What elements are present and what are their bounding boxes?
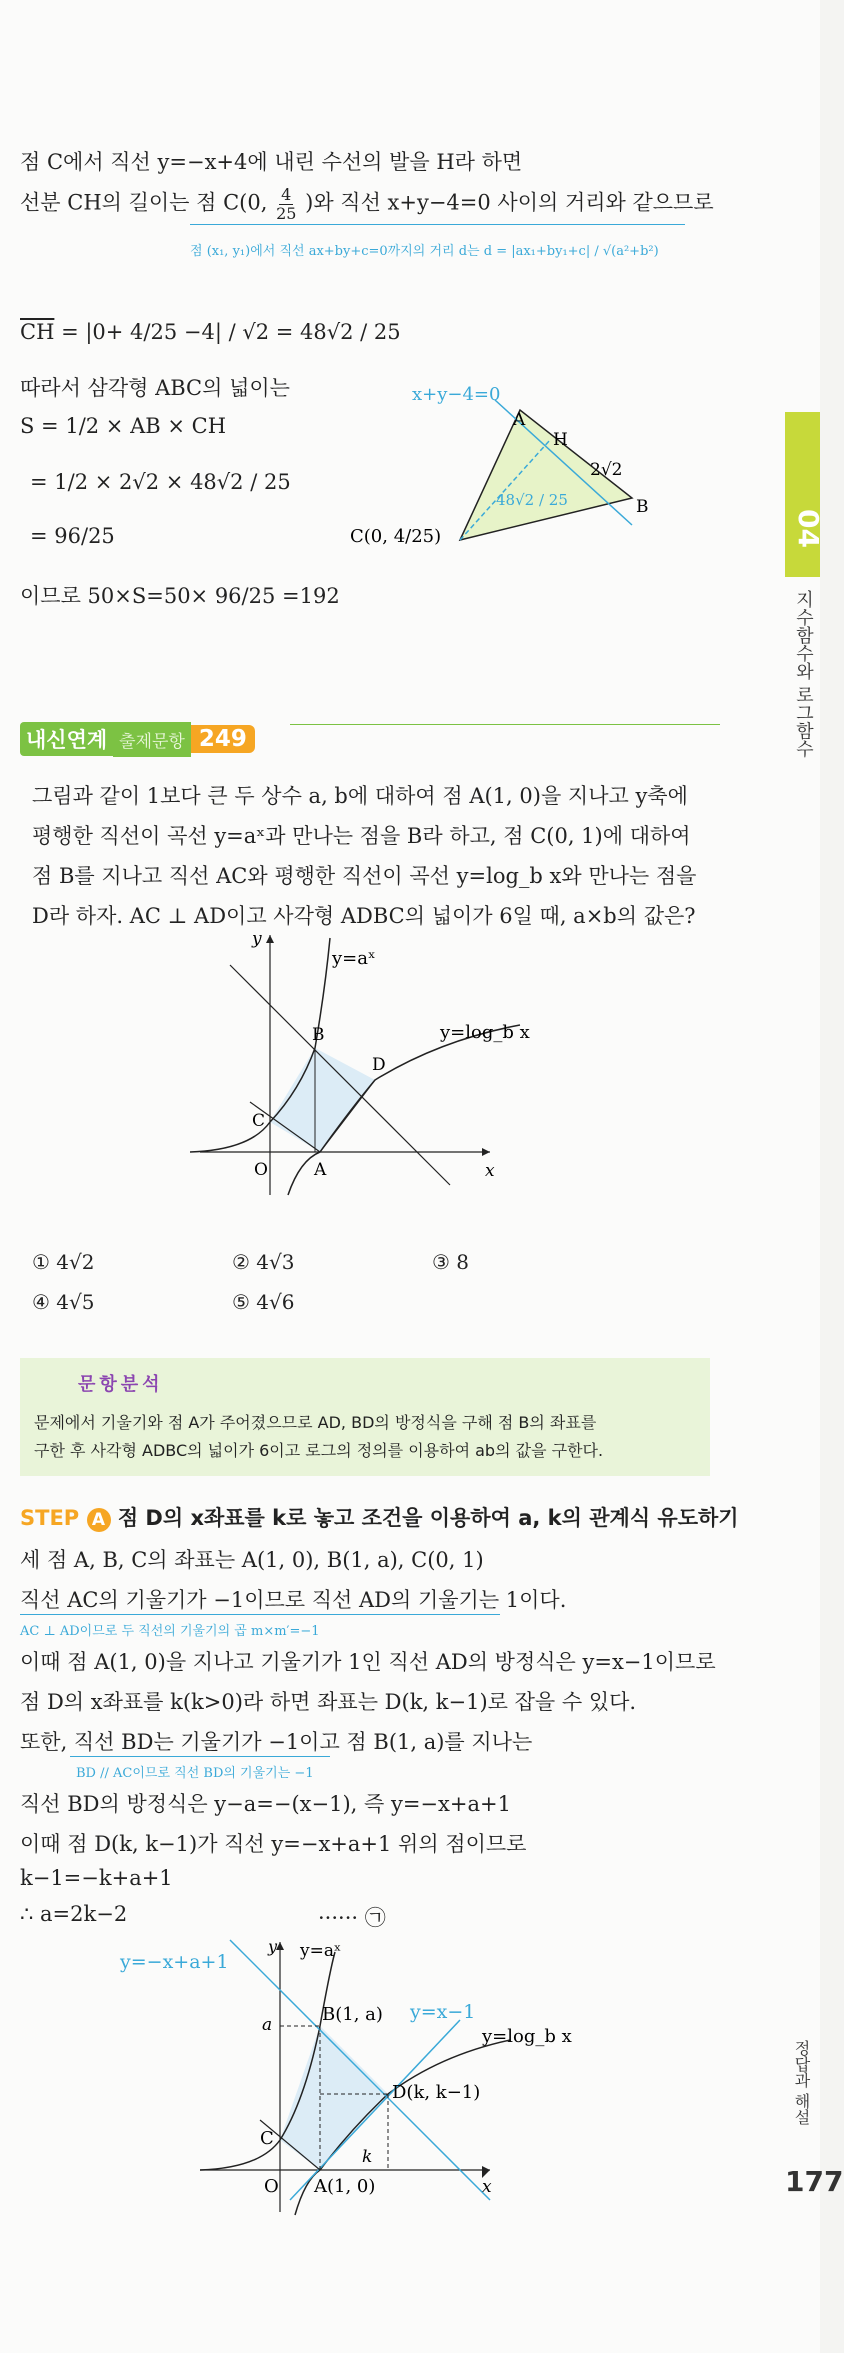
chapter-tab (785, 412, 825, 577)
area-s1: S = 1/2 × AB × CH (20, 414, 227, 438)
exp-label: y=aˣ (332, 948, 376, 969)
line-minus-x (230, 1940, 490, 2200)
area-s3: = 96/25 (30, 524, 115, 548)
problem-line-4: D라 하자. AC ⊥ AD이고 사각형 ADBC의 넓이가 6일 때, a×b의 값은? (32, 904, 696, 928)
step-title: 점 D의 x좌표를 k로 놓고 조건을 이용하여 a, k의 관계식 유도하기 (117, 1506, 739, 1530)
analysis-title: 문항분석 (78, 1374, 164, 1395)
b-point: B(1, a) (322, 2004, 383, 2025)
sol-line-2b: )와 직선 x+y−4=0 사이의 거리와 같으므로 (305, 190, 714, 215)
sol2-line-3: 이때 점 A(1, 0)을 지나고 기울기가 1인 직선 AD의 방정식은 y=x−1이므로 (20, 1650, 716, 1674)
problem-line-2: 평행한 직선이 곡선 y=aˣ과 만나는 점을 B라 하고, 점 C(0, 1)에 대하여 (32, 824, 691, 848)
sol2-line-2: 직선 AC의 기울기가 −1이므로 직선 AD의 기울기는 1이다. (20, 1588, 567, 1612)
analysis-line-1: 문제에서 기울기와 점 A가 주어졌으므로 AD, BD의 방정식을 구해 점 B의 좌표를 (34, 1413, 597, 1432)
sol-line-2 (20, 186, 714, 222)
exp-label-3: y=aˣ (300, 1941, 342, 1961)
chapter-title: 지수함수와 로그함수 (793, 590, 814, 758)
step-label: STEP (20, 1506, 80, 1530)
choice-2[interactable]: ② 4√3 (232, 1250, 295, 1274)
d-point: D(k, k−1) (392, 2082, 481, 2103)
log-label-3: y=log_b x (482, 2026, 572, 2047)
point-a: A (513, 410, 526, 430)
problem-line-3: 점 B를 지나고 직선 AC와 평행한 직선이 곡선 y=log_b x와 만나는 점을 (32, 864, 697, 888)
sol2-line-4: 점 D의 x좌표를 k(k>0)라 하면 좌표는 D(k, k−1)로 잡을 수 있다. (20, 1690, 637, 1714)
marker: ······ ㉠ (318, 1906, 386, 1930)
triangle-figure (350, 380, 680, 560)
c-point: C (260, 2128, 274, 2149)
chapter-number: 04 (791, 509, 825, 548)
sol2-line-5: 또한, 직선 BD는 기울기가 −1이고 점 B(1, a)를 지나는 (20, 1730, 533, 1754)
point-h: H (553, 430, 568, 450)
x-label-3: x (482, 2177, 492, 2197)
ch-equation: = |0+ 4/25 −4| / √2 = 48√2 / 25 (61, 320, 401, 344)
a-label: A (314, 1160, 327, 1180)
sol2-line-9: ∴ a=2k−2 (20, 1902, 128, 1926)
origin-3: O (264, 2176, 279, 2197)
b-label: B (312, 1025, 325, 1045)
sol2-line-8: k−1=−k+a+1 (20, 1866, 173, 1890)
point-c: C(0, 4/25) (350, 526, 442, 547)
distance-formula-note: 점 (x₁, y₁)에서 직선 ax+by+c=0까지의 거리 d는 d = |ax₁+by₁+c| / √(a²+b²) (190, 244, 659, 259)
c-label: C (252, 1111, 266, 1131)
line-label: x+y−4=0 (412, 384, 501, 405)
line1-label: y=−x+a+1 (120, 1951, 229, 1973)
log-label: y=log_b x (440, 1022, 530, 1043)
choice-3[interactable]: ③ 8 (432, 1250, 470, 1274)
sol2-line-7: 이때 점 D(k, k−1)가 직선 y=−x+a+1 위의 점이므로 (20, 1832, 527, 1856)
note-5: BD // AC이므로 직선 BD의 기울기는 −1 (76, 1766, 314, 1781)
y-label-3: y (268, 1937, 278, 1956)
area-s2: = 1/2 × 2√2 × 48√2 / 25 (30, 470, 291, 494)
conclusion: 이므로 50×S=50× 96/25 =192 (20, 584, 340, 608)
header-sub: 출제문항 (113, 722, 191, 757)
sol-line-1: 점 C에서 직선 y=−x+4에 내린 수선의 발을 H라 하면 (20, 150, 523, 174)
origin-label: O (254, 1160, 268, 1180)
underline-3 (70, 1756, 330, 1757)
a-tick: a (262, 2015, 273, 2035)
choice-4[interactable]: ④ 4√5 (32, 1290, 95, 1314)
problem-figure (190, 930, 550, 1200)
ch-length-label: 48√2 / 25 (496, 491, 568, 509)
step-badge: A (87, 1508, 111, 1532)
choice-1[interactable]: ① 4√2 (32, 1250, 95, 1274)
x-label: x (485, 1161, 495, 1181)
underline (190, 224, 685, 225)
analysis-line-2: 구한 후 사각형 ADBC의 넓이가 6이고 로그의 정의를 이용하여 ab의 값을 구한다. (34, 1441, 604, 1460)
choice-5[interactable]: ⑤ 4√6 (232, 1290, 295, 1314)
k-tick: k (362, 2147, 373, 2167)
underline-2 (20, 1614, 500, 1615)
sol2-line-1: 세 점 A, B, C의 좌표는 A(1, 0), B(1, a), C(0, 1) (20, 1548, 484, 1572)
header-tag: 내신연계 (20, 722, 113, 756)
header-rule (290, 724, 720, 725)
point-b: B (636, 497, 649, 517)
sol2-line-6: 직선 BD의 방정식은 y−a=−(x−1), 즉 y=−x+a+1 (20, 1792, 511, 1816)
analysis-box (20, 1358, 710, 1476)
frac-den: 25 (276, 203, 297, 223)
ab-length: 2√2 (590, 460, 623, 480)
note-2: AC ⊥ AD이므로 두 직선의 기울기의 곱 m×m′=−1 (20, 1624, 320, 1639)
a-point: A(1, 0) (314, 2176, 376, 2197)
sol-line-2a: 선분 CH의 길이는 점 C(0, (20, 190, 268, 215)
ch-length (20, 320, 401, 344)
solution-figure (110, 1930, 590, 2220)
problem-header (20, 722, 255, 756)
step-heading (20, 1502, 739, 1532)
problem-line-1: 그림과 같이 1보다 큰 두 상수 a, b에 대하여 점 A(1, 0)을 지나고 y축에 (32, 784, 688, 808)
y-label: y (252, 930, 262, 949)
frac-num: 4 (281, 185, 292, 204)
problem-number: 249 (191, 725, 255, 753)
c-y-fraction (276, 186, 296, 222)
page-number: 177 (785, 2165, 844, 2198)
side-answers: 정답과 해설 (792, 2040, 811, 2126)
d-label: D (372, 1055, 386, 1075)
line2-label: y=x−1 (410, 2001, 476, 2023)
ch-label: $\overline{CH}$ (20, 320, 55, 344)
area-intro: 따라서 삼각형 ABC의 넓이는 (20, 376, 290, 400)
